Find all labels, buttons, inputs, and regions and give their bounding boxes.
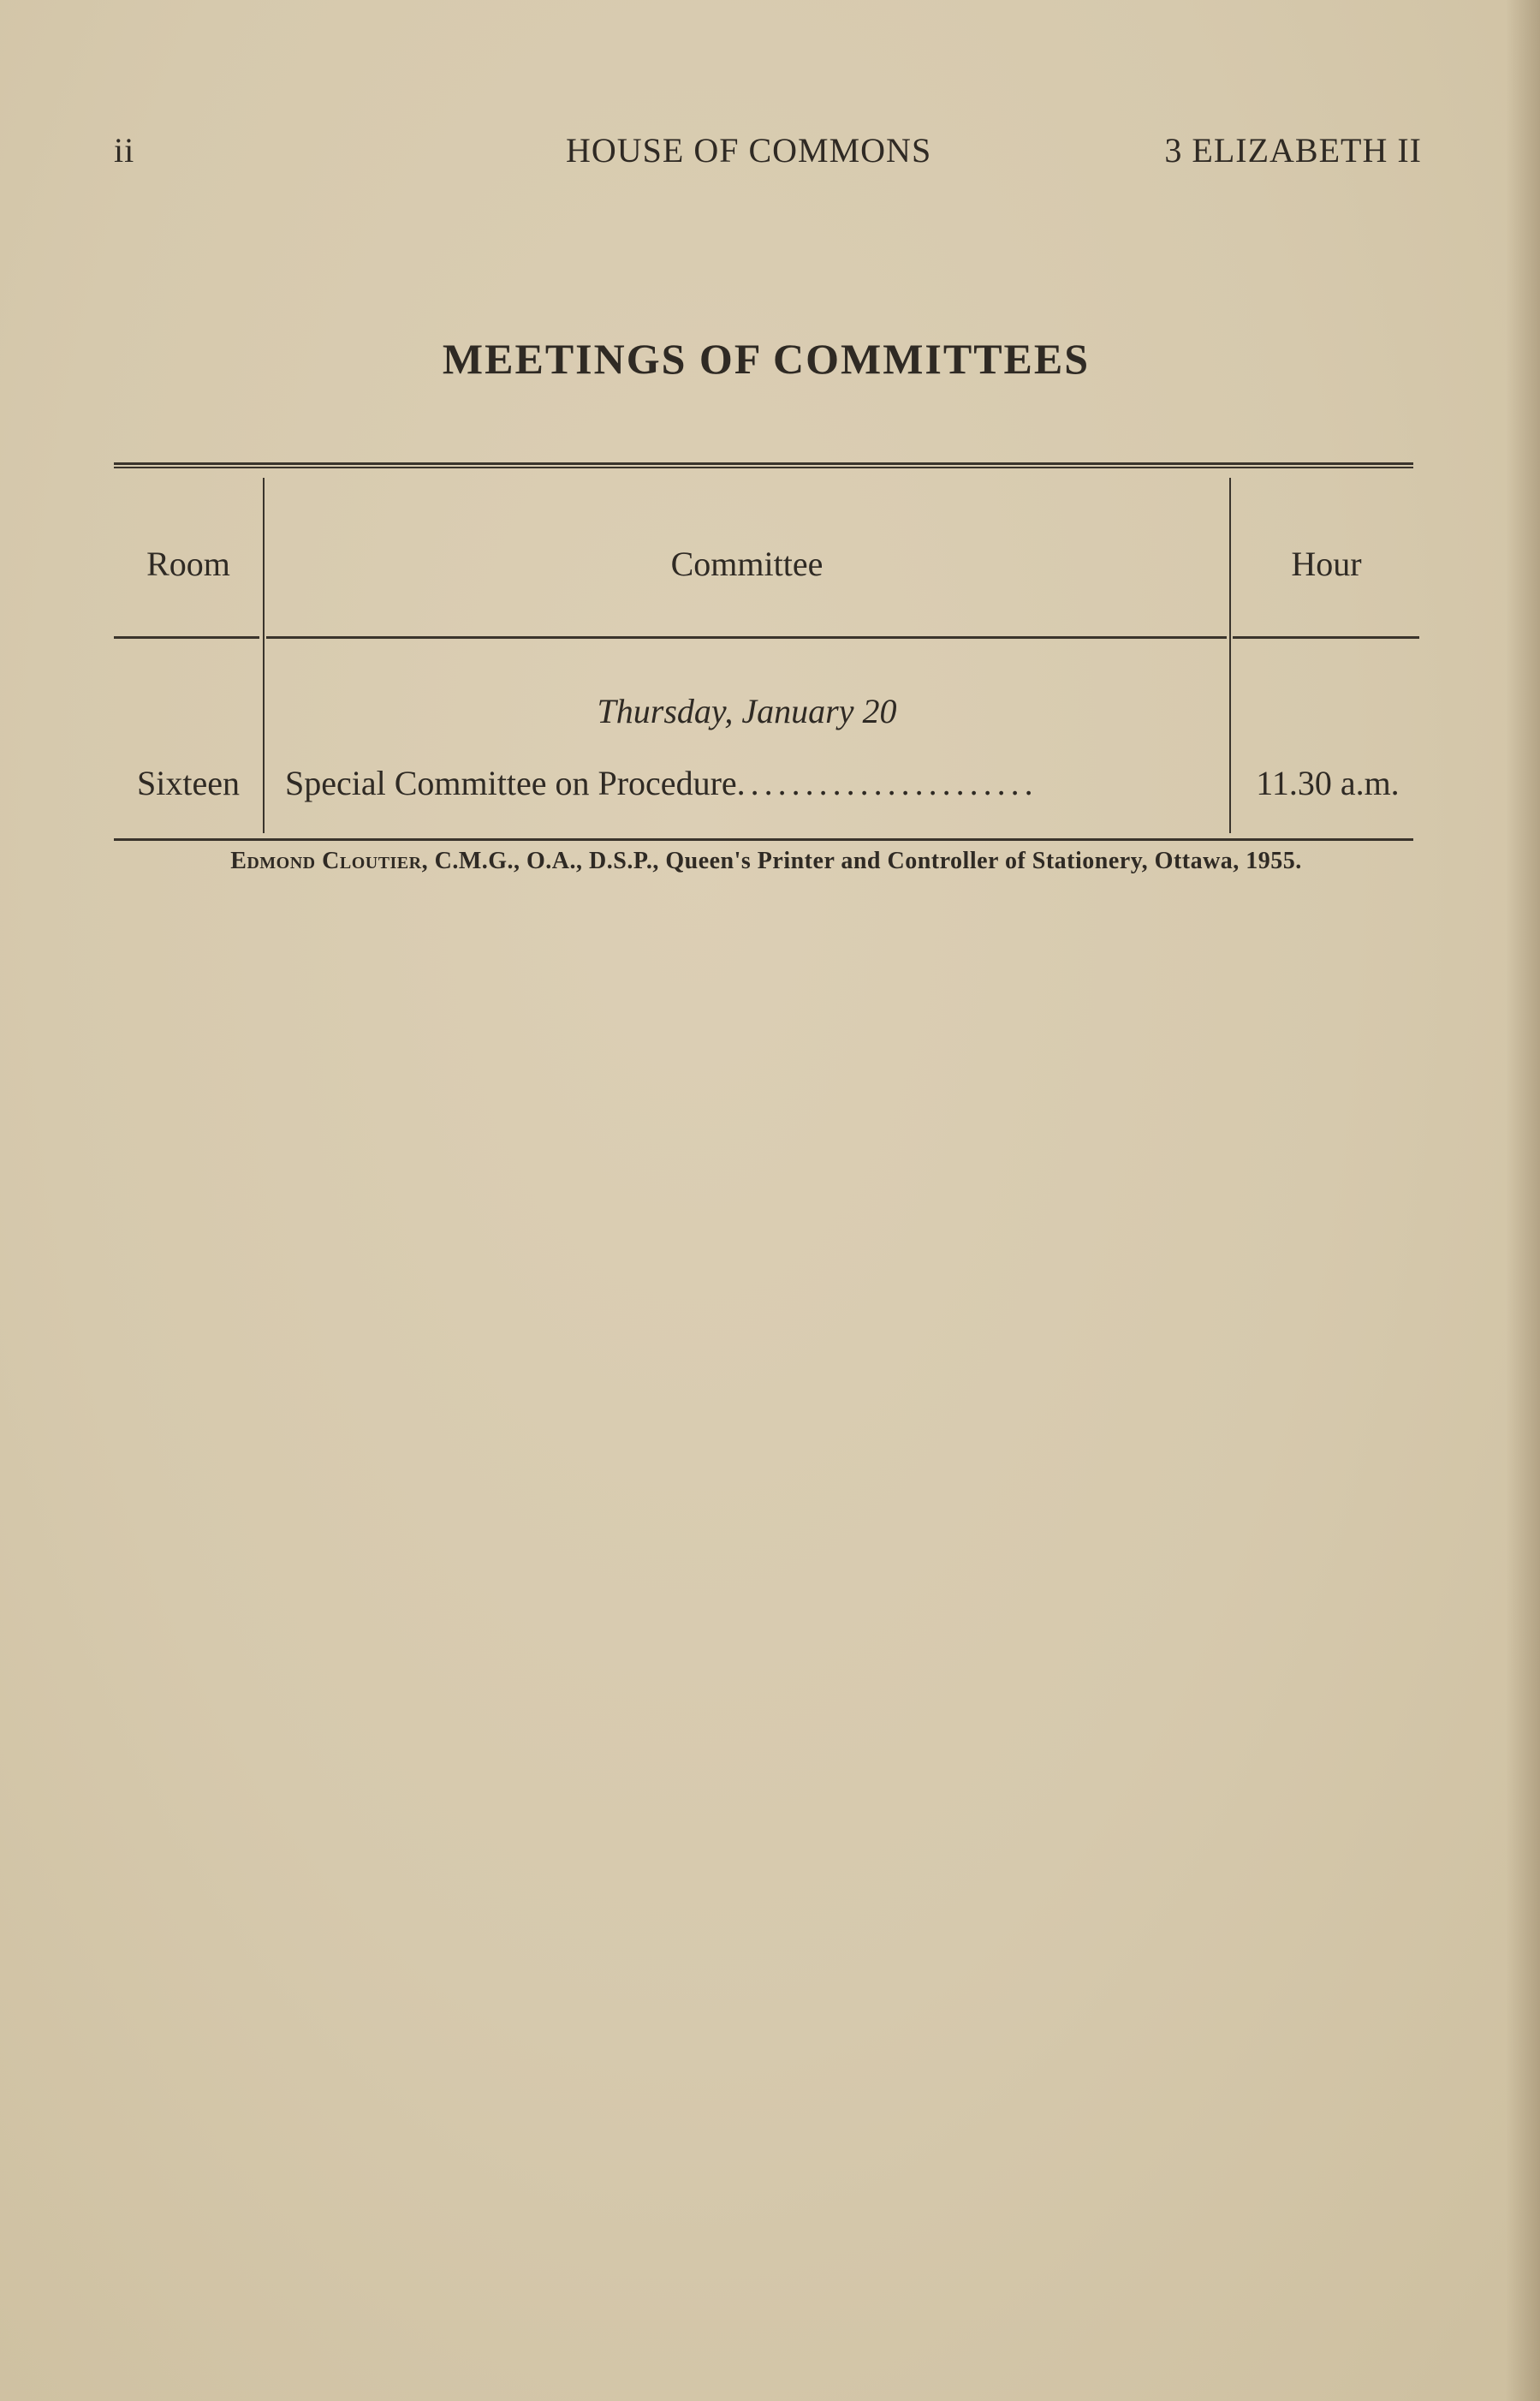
column-header-hour: Hour [1291, 545, 1362, 583]
regnal-year: 3 ELIZABETH II [1164, 131, 1422, 170]
page-title: MEETINGS OF COMMITTEES [442, 335, 1091, 383]
page-number: ii [114, 131, 135, 170]
table-cell-committee [285, 763, 1220, 803]
table-cell-room: Sixteen [137, 764, 240, 802]
printer-name: Edmond Cloutier [230, 848, 422, 874]
running-head [114, 130, 1422, 173]
table-bottom-rule [114, 838, 1413, 841]
printer-imprint [0, 848, 1532, 875]
publication-title: HOUSE OF COMMONS [566, 131, 932, 170]
date-heading: Thursday, January 20 [597, 692, 897, 730]
committee-name: Special Committee on Procedure [285, 764, 737, 802]
table-top-double-rule [114, 462, 1413, 468]
imprint-details: , C.M.G., O.A., D.S.P., Queen's Printer and Controller of Stationery, Ottawa, 1955. [421, 848, 1302, 874]
header-rule-room [114, 636, 259, 639]
dot-leader: ...................... [736, 764, 1038, 802]
table-cell-hour: 11.30 a.m. [1256, 764, 1400, 802]
column-header-room: Room [146, 545, 230, 583]
header-rule-hour [1233, 636, 1419, 639]
column-header-committee: Committee [670, 545, 824, 583]
column-divider-room [263, 478, 265, 833]
header-rule-committee [266, 636, 1227, 639]
